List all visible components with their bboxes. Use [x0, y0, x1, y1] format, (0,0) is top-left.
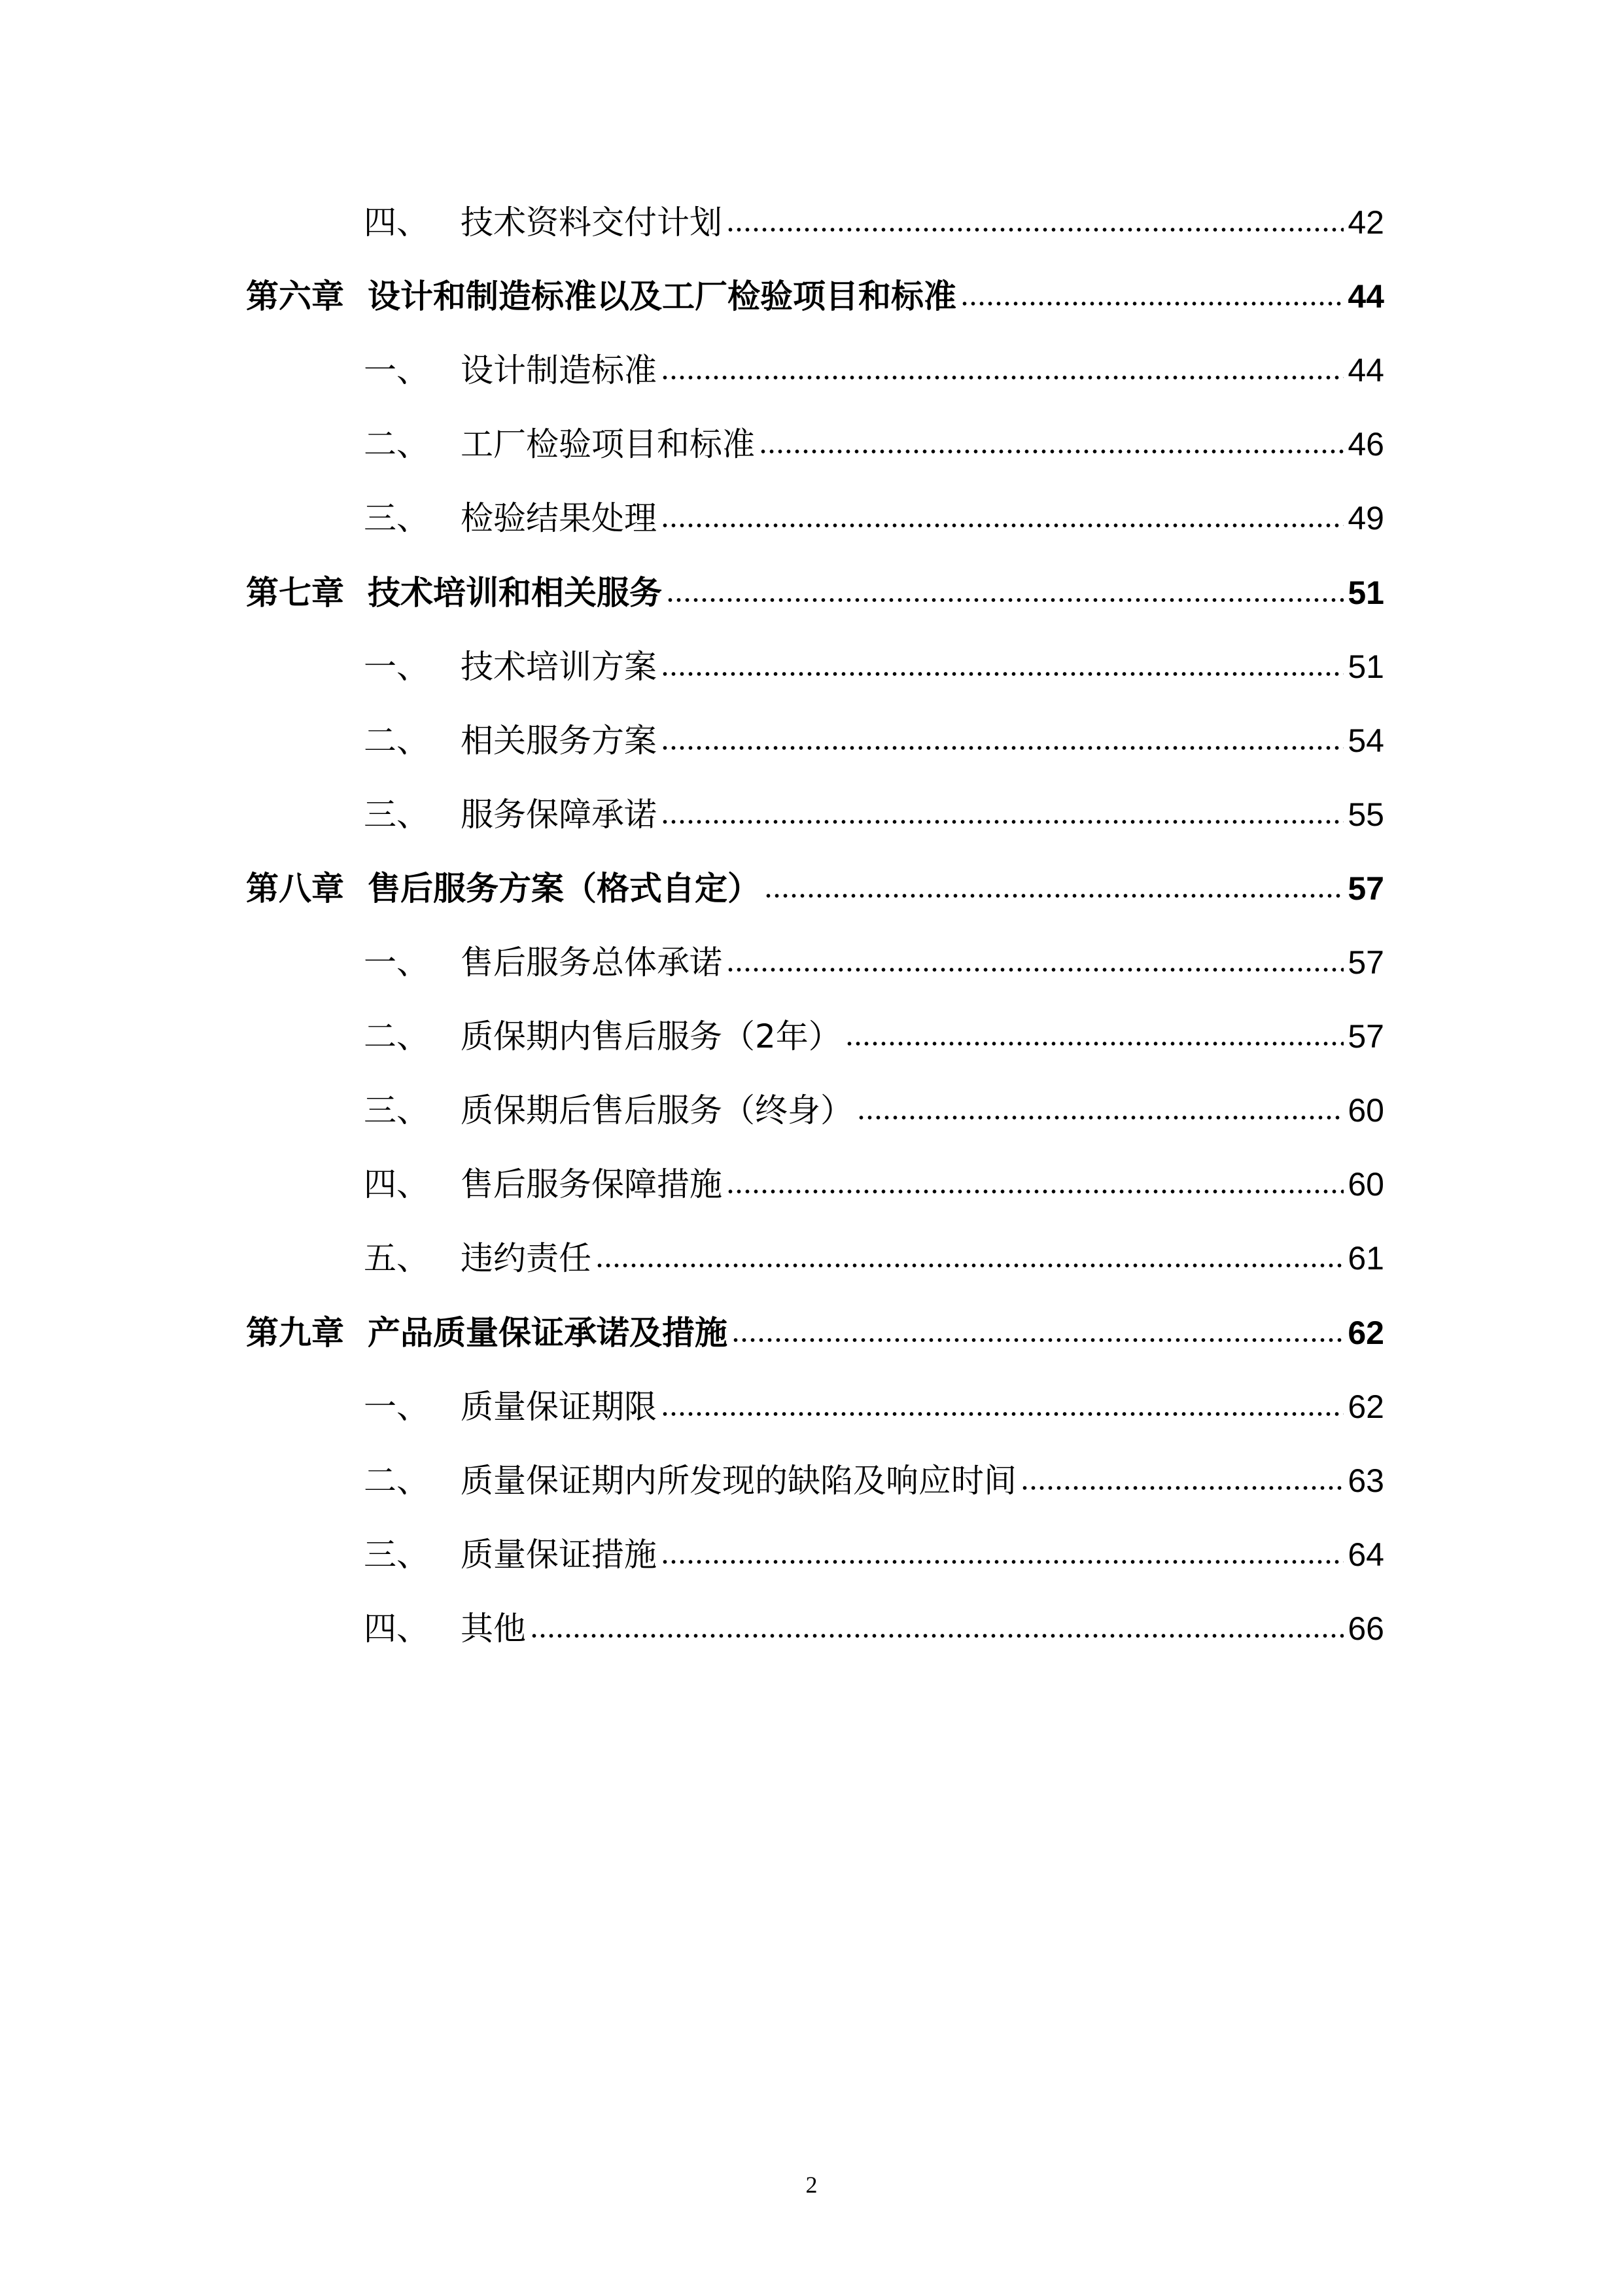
- toc-entry[interactable]: [246, 930, 1384, 982]
- toc-entry-page: 62: [1348, 1388, 1384, 1425]
- dot-leader: [857, 1113, 1344, 1122]
- toc-entry-number: 四、: [364, 1165, 429, 1203]
- toc-entry-title: 产品质量保证承诺及措施: [368, 1314, 727, 1352]
- toc-entry-page: 63: [1348, 1462, 1384, 1499]
- toc-entry[interactable]: [246, 1596, 1384, 1648]
- toc-entry-page: 46: [1348, 426, 1384, 463]
- dot-leader: [595, 1261, 1344, 1270]
- toc-entry-page: 49: [1348, 500, 1384, 537]
- toc-entry-title: 质保期后售后服务（终身）: [461, 1091, 853, 1129]
- toc-entry-title: 质量保证期限: [461, 1388, 657, 1426]
- toc-entry[interactable]: [246, 782, 1384, 834]
- toc-entry[interactable]: [246, 1374, 1384, 1426]
- dot-leader: [666, 595, 1344, 605]
- toc-entry-title: 质量保证措施: [461, 1536, 657, 1574]
- toc-entry-page: 62: [1348, 1315, 1384, 1351]
- toc-entry-number: 一、: [364, 648, 429, 686]
- toc-entry-number: 一、: [364, 351, 429, 389]
- toc-entry-page: 42: [1348, 204, 1384, 241]
- toc-entry-page: 66: [1348, 1610, 1384, 1647]
- dot-leader: [726, 1187, 1344, 1196]
- toc-entry-page: 44: [1348, 352, 1384, 389]
- toc-entry-number: 一、: [364, 1388, 429, 1426]
- toc-entry[interactable]: [246, 1152, 1384, 1204]
- toc-entry-page: 61: [1348, 1240, 1384, 1277]
- toc-entry-title: 售后服务总体承诺: [461, 944, 722, 981]
- dot-leader: [1021, 1483, 1344, 1492]
- toc-entry-page: 57: [1348, 944, 1384, 981]
- dot-leader: [530, 1631, 1344, 1640]
- toc-entry-page: 64: [1348, 1536, 1384, 1573]
- dot-leader: [661, 373, 1344, 382]
- toc-entry[interactable]: [246, 1226, 1384, 1278]
- toc-entry-number: 三、: [364, 796, 429, 834]
- page-number: 2: [805, 2172, 818, 2198]
- toc-entry-title: 相关服务方案: [461, 722, 657, 760]
- toc-chapter[interactable]: [246, 264, 1384, 316]
- toc-entry-page: 51: [1348, 574, 1384, 611]
- toc-entry[interactable]: [246, 708, 1384, 760]
- toc-entry-title: 技术资料交付计划: [461, 203, 722, 241]
- toc-entry-title: 设计制造标准: [461, 351, 657, 389]
- toc-entry[interactable]: [246, 338, 1384, 390]
- dot-leader: [661, 743, 1344, 752]
- dot-leader: [731, 1335, 1344, 1345]
- dot-leader: [845, 1039, 1344, 1048]
- toc-entry-number: 三、: [364, 1091, 429, 1129]
- toc-entry[interactable]: [246, 190, 1384, 242]
- dot-leader: [759, 447, 1344, 456]
- toc-entry-page: 44: [1348, 278, 1384, 315]
- dot-leader: [764, 891, 1344, 900]
- dot-leader: [661, 1557, 1344, 1566]
- toc-entry[interactable]: [246, 486, 1384, 538]
- dot-leader: [960, 299, 1344, 308]
- toc-entry-number: 第九章: [246, 1314, 344, 1352]
- toc-entry-page: 60: [1348, 1092, 1384, 1129]
- toc-entry-number: 三、: [364, 1536, 429, 1574]
- toc-entry-number: 二、: [364, 722, 429, 760]
- toc-entry-number: 二、: [364, 1017, 429, 1055]
- toc-entry-page: 57: [1348, 1018, 1384, 1055]
- toc-entry-title: 工厂检验项目和标准: [461, 425, 755, 463]
- toc-entry-number: 四、: [364, 203, 429, 241]
- toc-entry-title: 质量保证期内所发现的缺陷及响应时间: [461, 1462, 1017, 1500]
- toc-entry[interactable]: [246, 1522, 1384, 1574]
- toc-entry[interactable]: [246, 1004, 1384, 1056]
- dot-leader: [661, 1409, 1344, 1419]
- toc-entry[interactable]: [246, 1078, 1384, 1130]
- dot-leader: [661, 521, 1344, 530]
- toc-chapter[interactable]: [246, 560, 1384, 612]
- toc-entry-number: 二、: [364, 425, 429, 463]
- toc-entry-number: 四、: [364, 1610, 429, 1648]
- dot-leader: [661, 817, 1344, 826]
- toc-entry[interactable]: [246, 412, 1384, 464]
- toc-entry-number: 五、: [364, 1239, 429, 1277]
- toc-entry[interactable]: [246, 634, 1384, 686]
- toc-entry-page: 57: [1348, 870, 1384, 907]
- toc-chapter[interactable]: [246, 856, 1384, 908]
- toc-entry-title: 设计和制造标准以及工厂检验项目和标准: [368, 277, 956, 315]
- toc-entry-title: 检验结果处理: [461, 499, 657, 537]
- toc-entry-page: 51: [1348, 648, 1384, 685]
- toc-entry-number: 第七章: [246, 574, 344, 612]
- toc-entry-title: 质保期内售后服务（2年）: [461, 1017, 841, 1055]
- dot-leader: [726, 225, 1344, 234]
- toc-entry-title: 技术培训方案: [461, 648, 657, 686]
- toc-entry-page: 55: [1348, 796, 1384, 833]
- toc-entry-page: 60: [1348, 1166, 1384, 1203]
- toc-entry-number: 第八章: [246, 870, 344, 908]
- toc-entry-title: 其他: [461, 1610, 526, 1648]
- toc-entry[interactable]: [246, 1448, 1384, 1500]
- toc-entry-number: 第六章: [246, 277, 344, 315]
- dot-leader: [661, 669, 1344, 679]
- toc-entry-title: 售后服务方案（格式自定）: [368, 870, 760, 908]
- toc-entry-title: 技术培训和相关服务: [368, 574, 662, 612]
- dot-leader: [726, 965, 1344, 974]
- toc-entry-number: 一、: [364, 944, 429, 981]
- toc-entry-number: 三、: [364, 499, 429, 537]
- toc-entry-page: 54: [1348, 722, 1384, 759]
- toc-entry-title: 售后服务保障措施: [461, 1165, 722, 1203]
- toc-chapter[interactable]: [246, 1300, 1384, 1352]
- toc-entry-title: 服务保障承诺: [461, 796, 657, 834]
- toc-entry-title: 违约责任: [461, 1239, 591, 1277]
- toc-entry-number: 二、: [364, 1462, 429, 1500]
